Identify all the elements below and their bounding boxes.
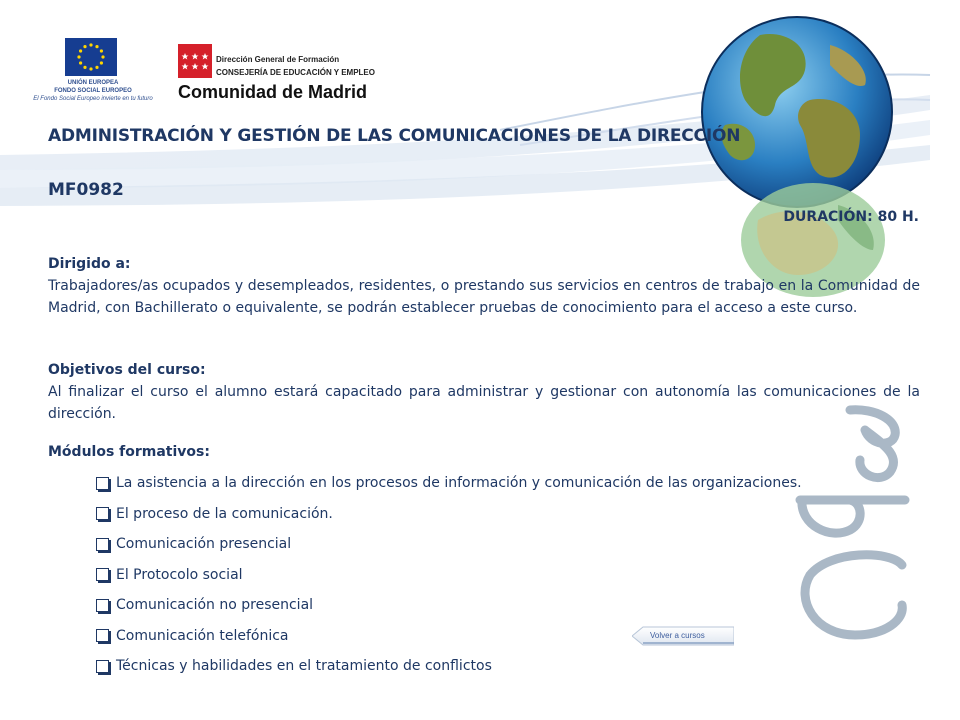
module-label: El proceso de la comunicación. (116, 505, 333, 522)
cm-logo-line1: Dirección General de Formación (216, 55, 340, 64)
module-label: Comunicación no presencial (116, 597, 314, 614)
module-label: La asistencia a la dirección en los procesos de información y comunicación de las organizaciones. (116, 475, 802, 492)
cm-logo-line2: CONSEJERÍA DE EDUCACIÓN Y EMPLEO (216, 68, 375, 77)
module-label: Comunicación telefónica (116, 627, 289, 644)
course-code: MF0982 (48, 180, 124, 200)
checkbox-bullet-icon (96, 507, 109, 520)
objectives-heading: Objetivos del curso: (48, 362, 206, 378)
module-label: Técnicas y habilidades en el tratamiento de conflictos (116, 658, 492, 675)
checkbox-bullet-icon (96, 477, 109, 490)
audience-heading: Dirigido a: (48, 256, 131, 272)
objectives-text: Al finalizar el curso el alumno estará capacitado para administrar y gestionar con autonomía las comunicaciones de la dirección. (48, 384, 920, 422)
eu-logo-line3: El Fondo Social Europeo invierte en tu futuro (33, 96, 153, 102)
eu-logo-line2: FONDO SOCIAL EUROPEO (54, 88, 132, 94)
eu-flag-icon (65, 38, 117, 76)
list-item (96, 499, 802, 530)
eu-logo (33, 38, 153, 110)
modules-heading: Módulos formativos: (48, 444, 210, 460)
checkbox-bullet-icon (96, 599, 109, 612)
list-item (96, 468, 802, 499)
checkbox-bullet-icon (96, 660, 109, 673)
eu-logo-line1: UNIÓN EUROPEA (67, 80, 119, 86)
module-label: Comunicación presencial (116, 536, 292, 553)
madrid-flag-icon (178, 44, 212, 78)
comunidad-madrid-logo (178, 44, 393, 104)
module-label: El Protocolo social (116, 566, 243, 583)
list-item (96, 651, 802, 682)
modules-list (96, 468, 802, 682)
back-to-courses-button[interactable] (632, 626, 734, 646)
checkbox-bullet-icon (96, 629, 109, 642)
list-item (96, 560, 802, 591)
audience-text: Trabajadores/as ocupados y desempleados, residentes, o prestando sus servicios en centros de trabajo en la Comunidad de Madrid, con Bachillerato o equivalente, se podrán establecer pruebas de conocimiento para el acceso a este curso. (48, 278, 920, 316)
audience-section (48, 253, 920, 319)
cp3-watermark-logo (790, 400, 920, 650)
course-title: ADMINISTRACIÓN Y GESTIÓN DE LAS COMUNICACIONES DE LA DIRECCIÓN (48, 126, 741, 146)
back-to-courses-label: Volver a cursos (650, 631, 705, 640)
course-duration: DURACIÓN: 80 H. (783, 209, 919, 225)
checkbox-bullet-icon (96, 568, 109, 581)
list-item (96, 590, 802, 621)
checkbox-bullet-icon (96, 538, 109, 551)
cm-logo-line3: Comunidad de Madrid (178, 82, 367, 102)
list-item (96, 529, 802, 560)
